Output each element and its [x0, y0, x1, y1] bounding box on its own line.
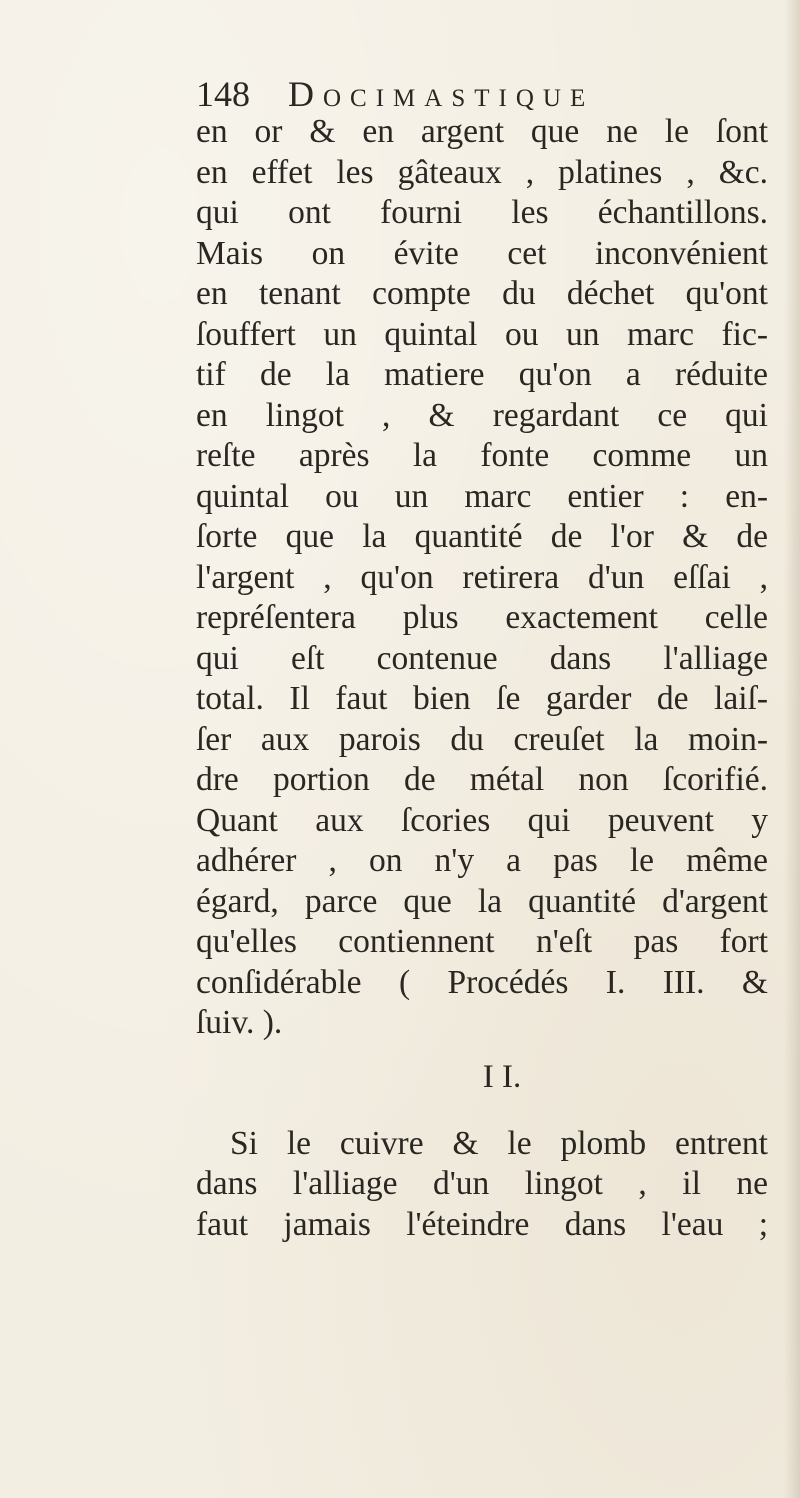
text-line: ſouffert un quintal ou un marc fic-	[196, 315, 768, 353]
text-line: en lingot , & regardant ce qui	[196, 396, 768, 434]
text-line: Mais on évite cet inconvénient	[196, 234, 768, 272]
text-line: tif de la matiere qu'on a réduite	[196, 356, 768, 393]
text-line: conſidérable ( Procédés I. III. &	[196, 963, 768, 1001]
text-line: ſuiv. ).	[196, 1004, 283, 1041]
paragraph	[196, 1124, 768, 1246]
text-line: adhérer , on n'y a pas le même	[196, 842, 768, 879]
text-line: repréſentera plus exactement celle	[196, 599, 768, 636]
text-line: faut jamais l'éteindre dans l'eau ;	[196, 1205, 768, 1243]
section-spacer	[196, 1100, 768, 1124]
text-line: qui eſt contenue dans l'alliage	[196, 639, 768, 677]
text-line: l'argent , qu'on retirera d'un eſſai ,	[196, 558, 768, 596]
page-number: 148	[196, 74, 250, 114]
text-line: ſorte que la quantité de l'or & de	[196, 518, 768, 555]
paragraph	[196, 112, 768, 1044]
text-line: qu'elles contiennent n'eſt pas fort	[196, 923, 768, 960]
page-edge-shadow	[784, 0, 800, 1498]
text-line: Si le cuivre & le plomb entrent	[230, 1124, 768, 1162]
text-line: en tenant compte du déchet qu'ont	[196, 275, 768, 312]
text-line: en or & en argent que ne le ſont	[196, 113, 768, 150]
running-title: Docimastique	[288, 74, 595, 114]
section-number: I I.	[482, 1058, 522, 1095]
text-line: total. Il faut bien ſe garder de laiſ-	[196, 680, 768, 717]
running-head	[196, 72, 716, 116]
text-line: quintal ou un marc entier : en-	[196, 477, 768, 515]
text-line: dre portion de métal non ſcorifié.	[196, 761, 768, 798]
text-line: Quant aux ſcories qui peuvent y	[196, 801, 768, 839]
text-line: qui ont fourni les échantillons.	[196, 194, 768, 231]
text-line: dans l'alliage d'un lingot , il ne	[196, 1165, 768, 1202]
text-line: ſer aux parois du creuſet la moin-	[196, 720, 768, 758]
text-line: égard, parce que la quantité d'argent	[196, 882, 768, 920]
body-text	[196, 112, 768, 1245]
text-line: en effet les gâteaux , platines , &c.	[196, 153, 768, 191]
text-line: reſte après la fonte comme un	[196, 437, 768, 474]
